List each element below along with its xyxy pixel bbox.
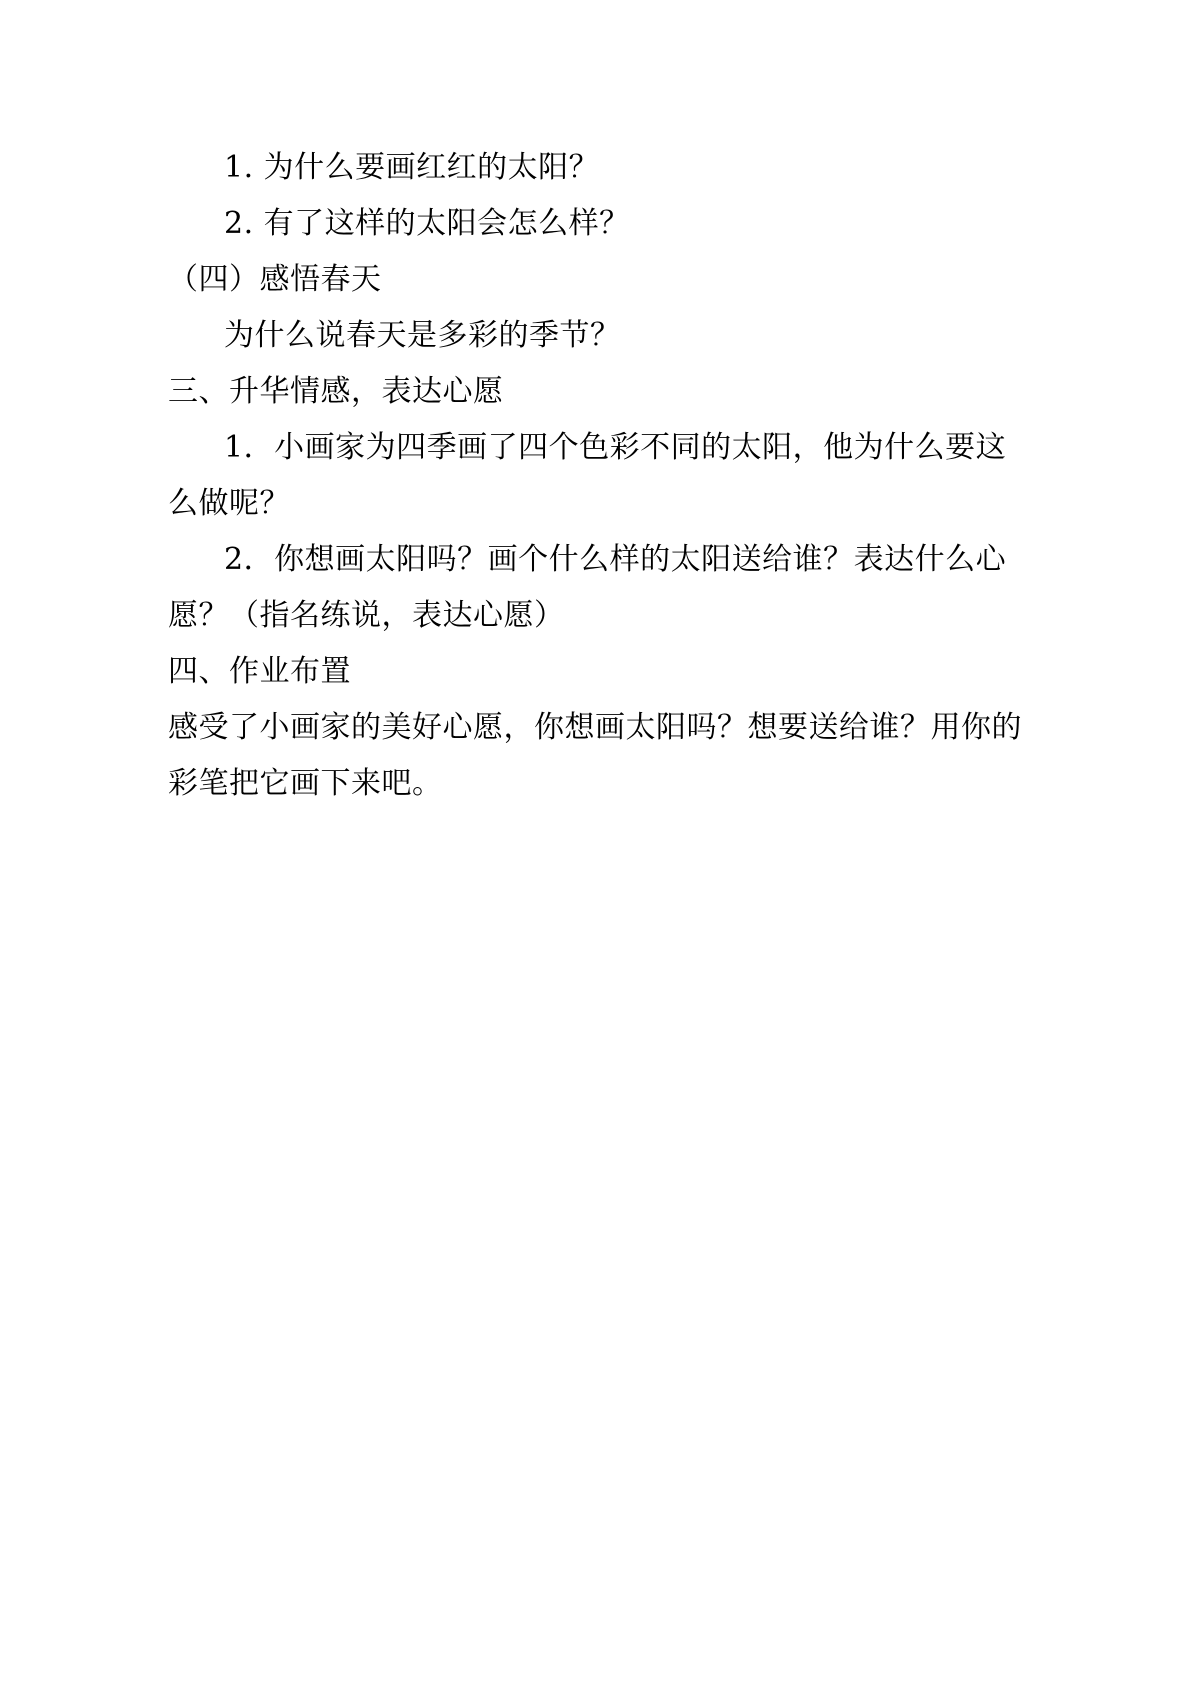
heading-four: 四、作业布置 xyxy=(168,654,351,689)
paragraph-q1-red-sun: 1. 为什么要画红红的太阳？ xyxy=(224,150,600,185)
paragraph-item-1-painter: 1．小画家为四季画了四个色彩不同的太阳，他为什么要这么做呢？ xyxy=(168,430,1007,521)
document-body xyxy=(168,140,1030,812)
paragraph-q2-such-sun: 2. 有了这样的太阳会怎么样？ xyxy=(224,206,630,241)
paragraph-q-why-spring-colorful: 为什么说春天是多彩的季节？ xyxy=(224,318,621,353)
paragraph-homework-text: 感受了小画家的美好心愿，你想画太阳吗？想要送给谁？用你的彩笔把它画下来吧。 xyxy=(168,710,1022,801)
paragraph-section-four-spring: （四）感悟春天 xyxy=(168,262,382,297)
paragraph-item-2-wish: 2．你想画太阳吗？画个什么样的太阳送给谁？表达什么心愿？（指名练说，表达心愿） xyxy=(168,542,1007,633)
heading-three: 三、升华情感，表达心愿 xyxy=(168,374,504,409)
